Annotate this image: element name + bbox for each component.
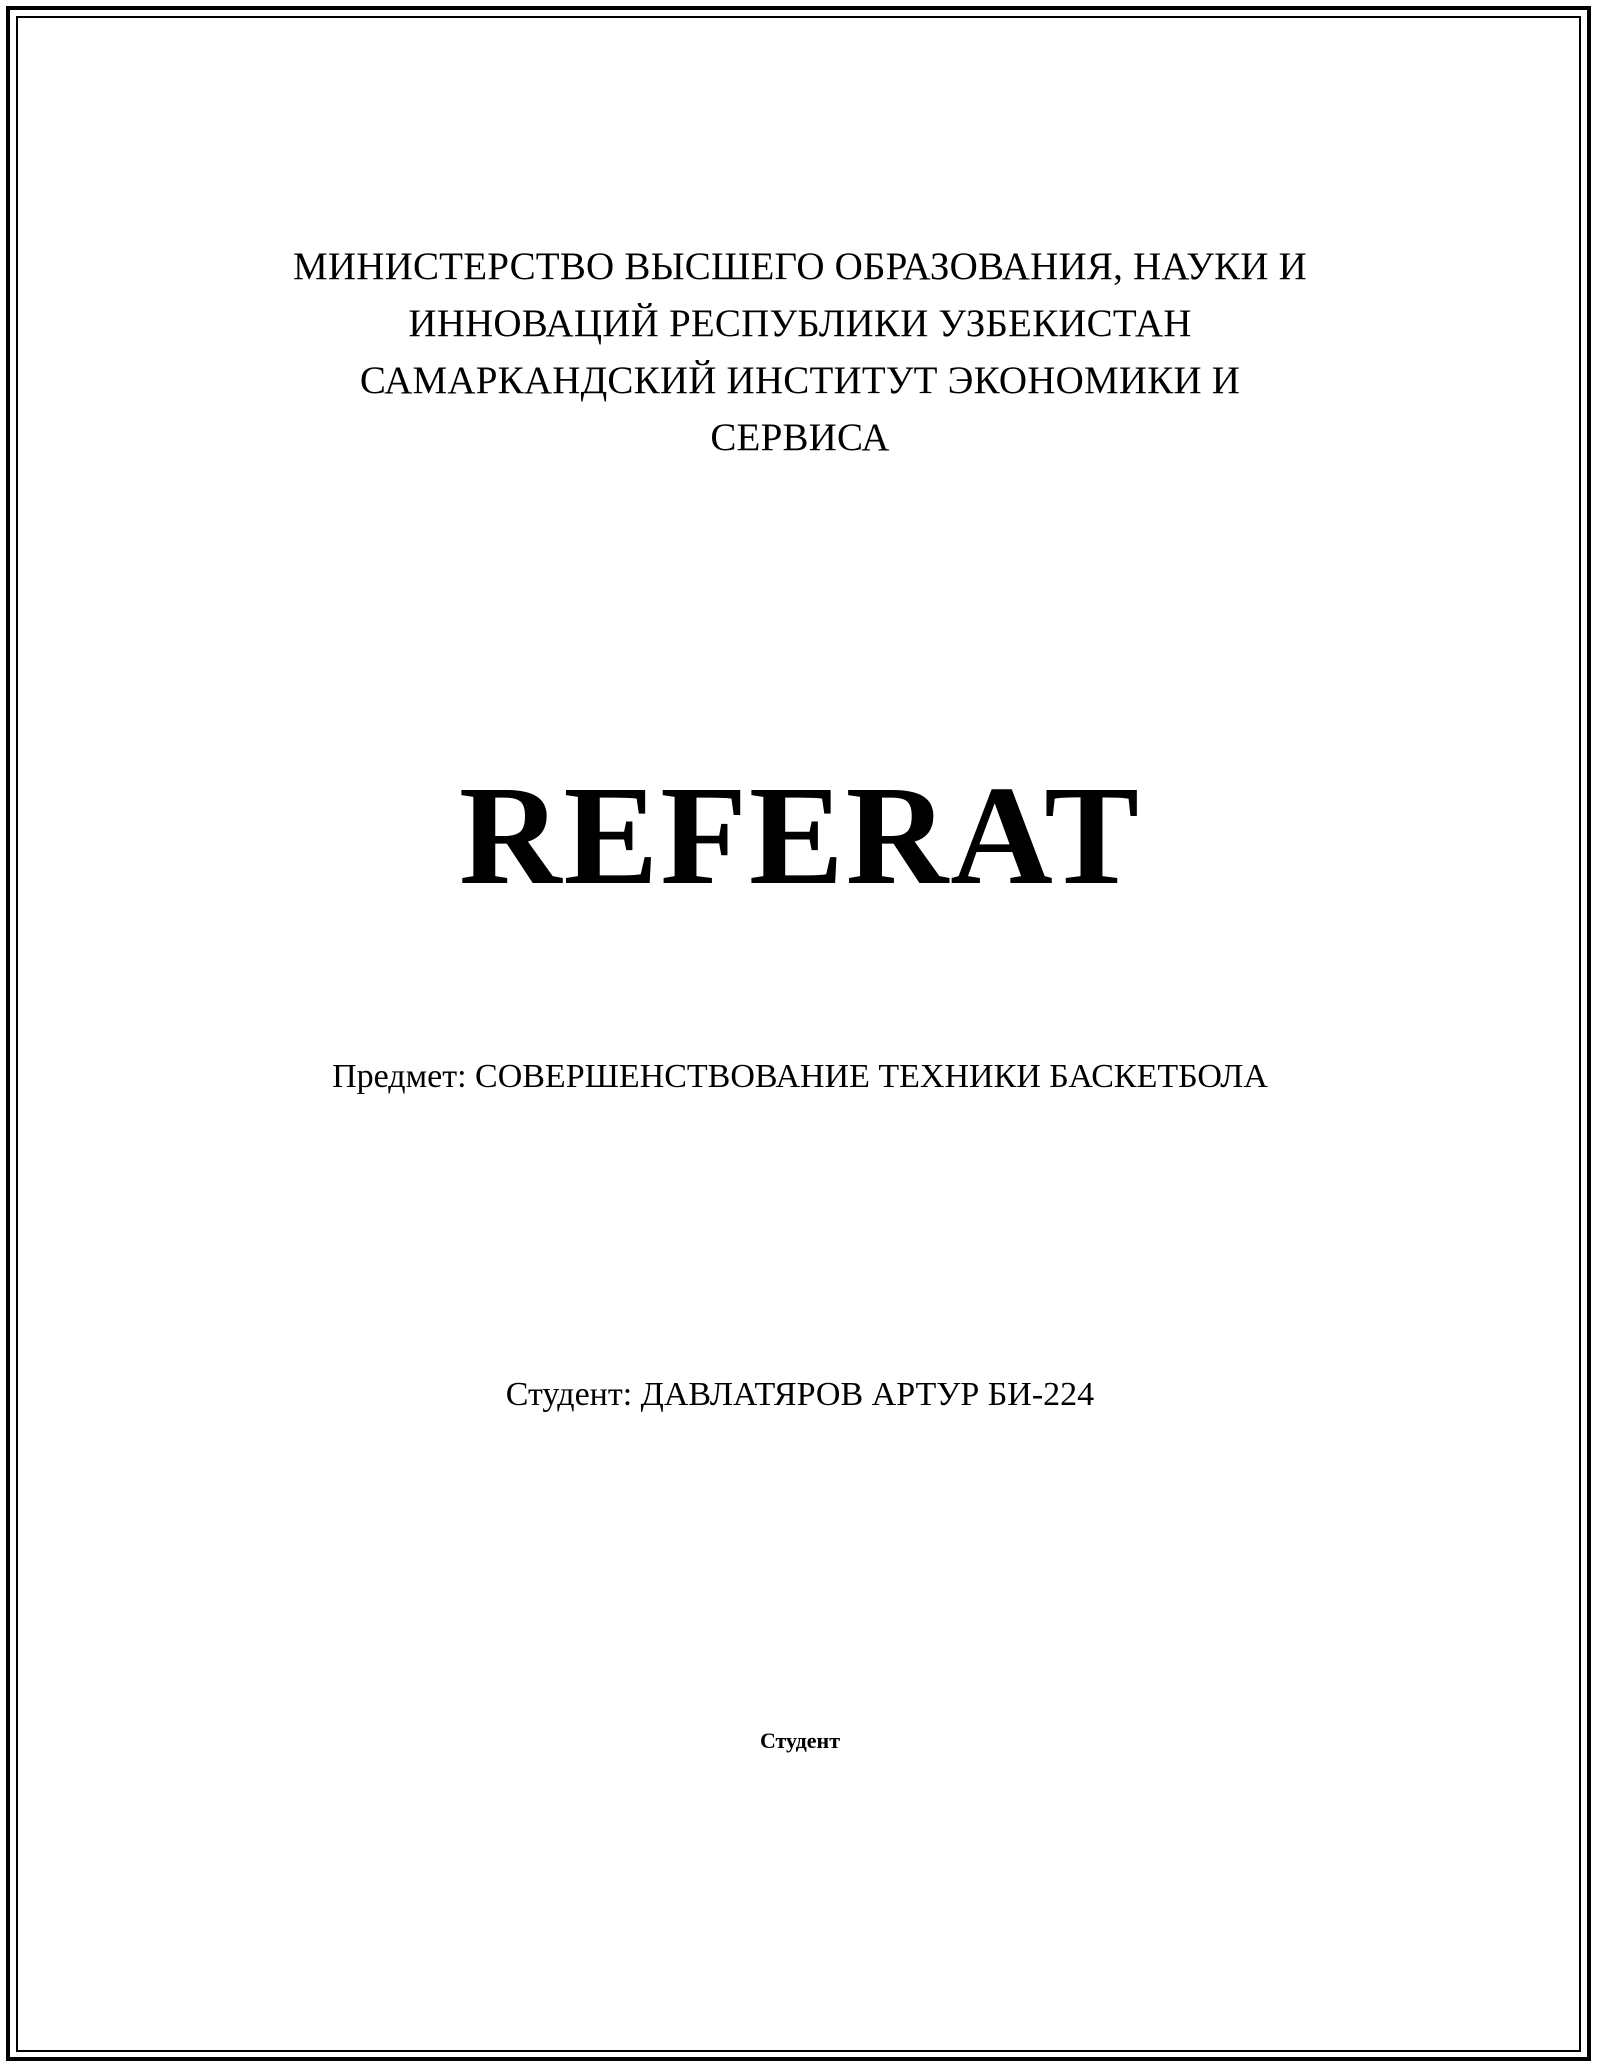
header-line-2: ИННОВАЦИЙ РЕСПУБЛИКИ УЗБЕКИСТАН xyxy=(408,302,1192,345)
header-line-4: СЕРВИСА xyxy=(710,416,890,459)
header-line-1: МИНИСТЕРСТВО ВЫСШЕГО ОБРАЗОВАНИЯ, НАУКИ И xyxy=(293,245,1307,288)
subject-line: Предмет: СОВЕРШЕНСТВОВАНИЕ ТЕХНИКИ БАСКЕТБОЛА xyxy=(332,1058,1268,1095)
document-title: REFERAT xyxy=(459,756,1141,914)
header-line-3: САМАРКАНДСКИЙ ИНСТИТУТ ЭКОНОМИКИ И xyxy=(359,359,1241,402)
footer-student-label: Студент xyxy=(759,1728,841,1753)
institution-header xyxy=(180,238,1420,466)
student-line: Студент: ДАВЛАТЯРОВ АРТУР БИ-224 xyxy=(505,1376,1095,1413)
